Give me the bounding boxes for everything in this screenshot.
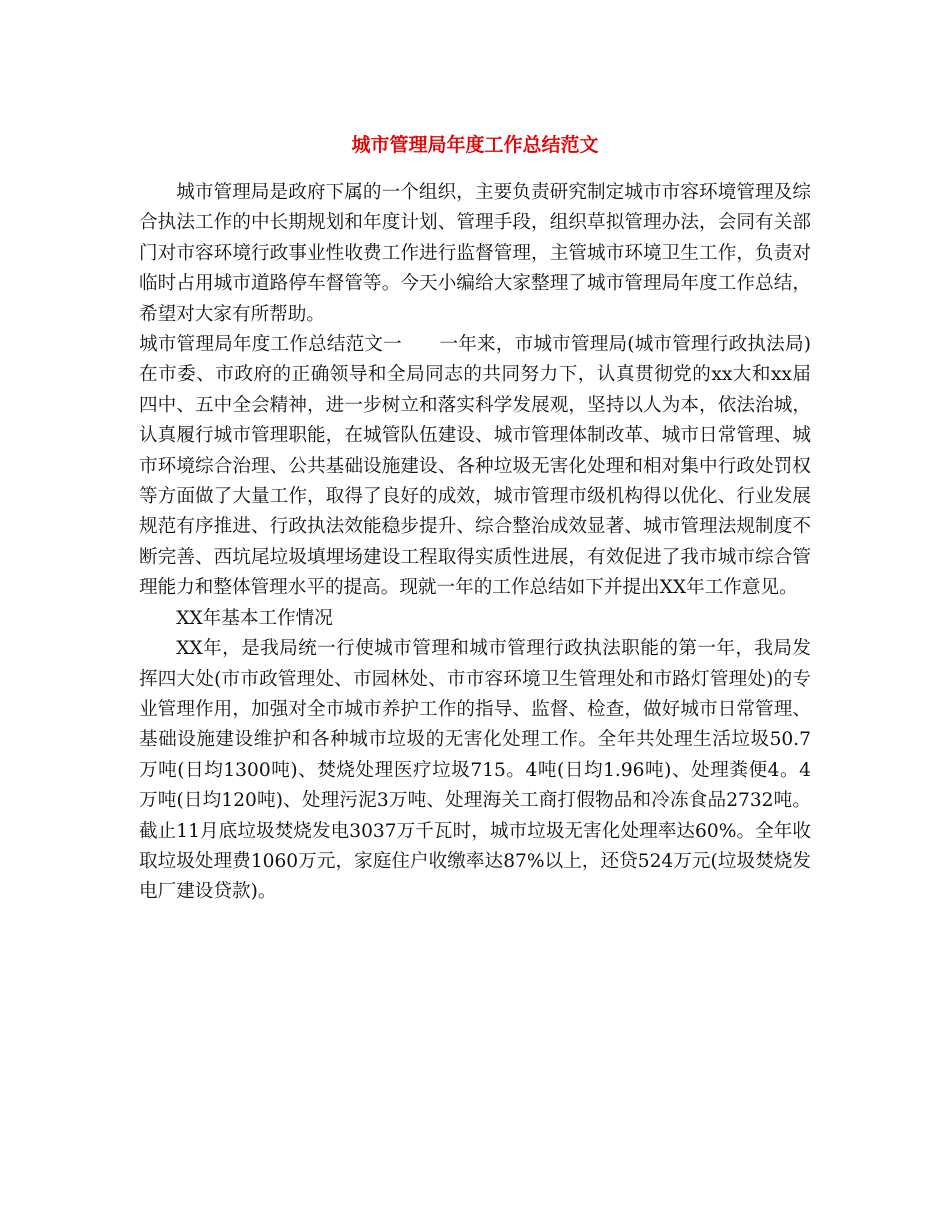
work-summary-paragraph: XX年，是我局统一行使城市管理和城市管理行政执法职能的第一年，我局发挥四大处(市市政管理处、市园林处、市市容环境卫生管理处和市路灯管理处)的专业管理作用，加强对全市城市养护工作的指导、监督、检查，做好城市日常管理、基础设施建设维护和各种城市垃圾的无害化处理工作。全年共处理生活垃圾50.7万吨(日均1300吨)、焚烧处理医疗垃圾715。4吨(日均1.96吨)、处理粪便4。4万吨(日均120吨)、处理污泥3万吨、处理海关工商打假物品和冷冻食品2732吨。截止11月底垃圾焚烧发电3037万千瓦时，城市垃圾无害化处理率达60%。全年收取垃圾处理费1060万元，家庭住户收缴率达87%以上，还贷524万元(垃圾焚烧发电厂建设贷款)。 <box>139 638 811 903</box>
section-heading: XX年基本工作情况 <box>176 607 333 629</box>
section-one-paragraph: 城市管理局年度工作总结范文一 一年来，市城市管理局(城市管理行政执法局)在市委、市政府的正确领导和全局同志的共同努力下，认真贯彻党的xx大和xx届四中、五中全会精神，进一步树立和落实科学发展观，坚持以人为本，依法治城，认真履行城市管理职能，在城管队伍建设、城市管理体制改革、城市日常管理、城市环境综合治理、公共基础设施建设、各种垃圾无害化处理和相对集中行政处罚权等方面做了大量工作，取得了良好的成效，城市管理市级机构得以优化、行业发展规范有序推进、行政执法效能稳步提升、综合整治成效显著、城市管理法规制度不断完善、西坑尾垃圾填埋场建设工程取得实质性进展，有效促进了我市城市综合管理能力和整体管理水平的提高。现就一年的工作总结如下并提出XX年工作意见。 <box>139 334 811 599</box>
intro-paragraph: 城市管理局是政府下属的一个组织，主要负责研究制定城市市容环境管理及综合执法工作的中长期规划和年度计划、管理手段，组织草拟管理办法，会同有关部门对市容环境行政事业性收费工作进行监督管理，主管城市环境卫生工作，负责对临时占用城市道路停车督管等。今天小编给大家整理了城市管理局年度工作总结，希望对大家有所帮助。 <box>139 182 811 325</box>
document-title: 城市管理局年度工作总结范文 <box>351 134 599 156</box>
document-body <box>139 178 811 908</box>
